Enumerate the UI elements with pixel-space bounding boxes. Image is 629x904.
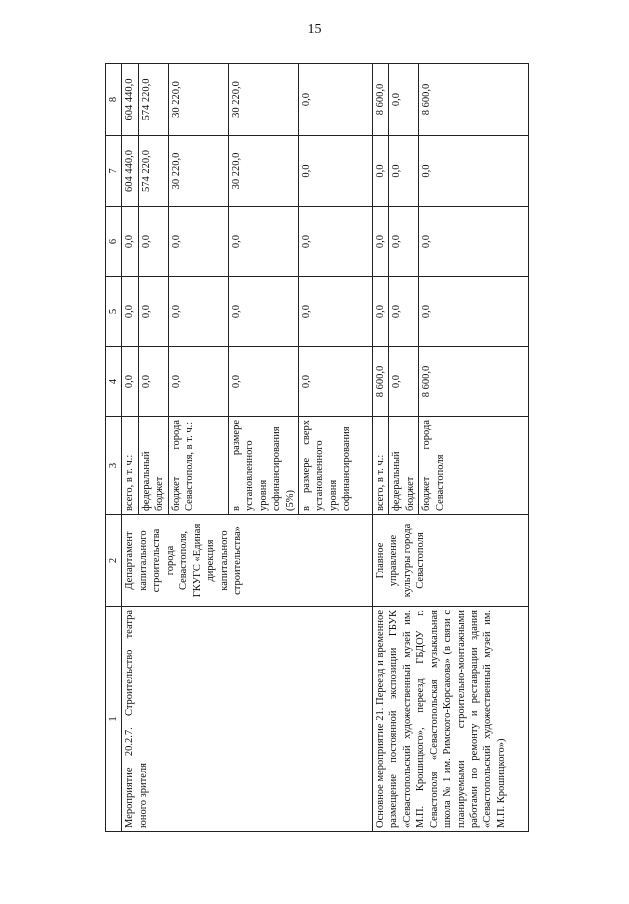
funding-source-cell: в размере сверх установленного уровня софинансирования xyxy=(298,417,372,515)
header-col-6: 6 xyxy=(106,207,122,277)
value-cell: 574 220,0 xyxy=(138,136,168,207)
value-cell: 0,0 xyxy=(298,136,372,207)
value-cell: 0,0 xyxy=(372,277,388,347)
funding-source-cell: бюджет города Севастополя, в т. ч.: xyxy=(168,417,228,515)
page-number: 15 xyxy=(307,22,322,37)
header-col-4: 4 xyxy=(106,347,122,417)
value-cell: 0,0 xyxy=(419,207,529,277)
value-cell: 0,0 xyxy=(228,207,298,277)
value-cell: 8 600,0 xyxy=(419,64,529,136)
funding-source-cell: федеральный бюджет xyxy=(389,417,419,515)
value-cell: 0,0 xyxy=(389,277,419,347)
value-cell: 30 220,0 xyxy=(168,64,228,136)
header-col-8: 8 xyxy=(106,64,122,136)
header-col-5: 5 xyxy=(106,277,122,347)
funding-source-cell: всего, в т. ч.: xyxy=(122,417,138,515)
value-cell: 0,0 xyxy=(122,277,138,347)
rotated-table-container xyxy=(105,64,529,832)
value-cell: 0,0 xyxy=(122,207,138,277)
value-cell: 30 220,0 xyxy=(228,136,298,207)
funding-source-cell: всего, в т. ч.: xyxy=(372,417,388,515)
value-cell: 0,0 xyxy=(122,347,138,417)
event-description-cell: Мероприятие 20.2.7. Строительство театра юного зрителя xyxy=(122,607,373,832)
value-cell: 0,0 xyxy=(138,277,168,347)
value-cell: 0,0 xyxy=(138,207,168,277)
value-cell: 0,0 xyxy=(389,347,419,417)
header-col-1: 1 xyxy=(106,607,122,832)
value-cell: 8 600,0 xyxy=(372,64,388,136)
value-cell: 30 220,0 xyxy=(228,64,298,136)
table-row xyxy=(122,64,138,832)
value-cell: 0,0 xyxy=(389,64,419,136)
value-cell: 0,0 xyxy=(298,277,372,347)
event-description-cell: Основное мероприятие 21. Переезд и временное размещение постоянной экспозиции ГБУК «Севастопольский художественный музей им. М.П. Крошицкого», переезд ГБДОУ г. Севастополя «Севастопольская музыкальная школа № 1 им. Римского-Корсакова» (в связи с планируемыми строительно-монтажными работами по ремонту и реставрации здания «Севастопольский художественный музей им. М.П. Крошицкого») xyxy=(372,607,528,832)
value-cell: 0,0 xyxy=(389,136,419,207)
value-cell: 0,0 xyxy=(298,347,372,417)
value-cell: 604 440,0 xyxy=(122,136,138,207)
value-cell: 0,0 xyxy=(228,347,298,417)
funding-source-cell: бюджет города Севастополя xyxy=(419,417,529,515)
value-cell: 0,0 xyxy=(389,207,419,277)
header-col-7: 7 xyxy=(106,136,122,207)
table-row xyxy=(372,64,388,832)
value-cell: 574 220,0 xyxy=(138,64,168,136)
value-cell: 0,0 xyxy=(168,347,228,417)
header-col-3: 3 xyxy=(106,417,122,515)
value-cell: 0,0 xyxy=(419,136,529,207)
value-cell: 0,0 xyxy=(168,277,228,347)
executor-cell: Департамент капитального строительства города Севастополя, ГКУГС «Единая дирекция капитального строительства» xyxy=(122,515,373,607)
value-cell: 0,0 xyxy=(298,64,372,136)
header-row xyxy=(106,64,122,832)
value-cell: 30 220,0 xyxy=(168,136,228,207)
value-cell: 0,0 xyxy=(419,277,529,347)
value-cell: 0,0 xyxy=(138,347,168,417)
value-cell: 0,0 xyxy=(298,207,372,277)
budget-table xyxy=(105,63,529,832)
value-cell: 0,0 xyxy=(168,207,228,277)
funding-source-cell: в размере установленного уровня софинансирования (5%) xyxy=(228,417,298,515)
value-cell: 8 600,0 xyxy=(372,347,388,417)
executor-cell: Главное управление культуры города Севастополя xyxy=(372,515,528,607)
value-cell: 0,0 xyxy=(372,136,388,207)
header-col-2: 2 xyxy=(106,515,122,607)
value-cell: 8 600,0 xyxy=(419,347,529,417)
funding-source-cell: федеральный бюджет xyxy=(138,417,168,515)
value-cell: 0,0 xyxy=(372,207,388,277)
value-cell: 604 440,0 xyxy=(122,64,138,136)
value-cell: 0,0 xyxy=(228,277,298,347)
